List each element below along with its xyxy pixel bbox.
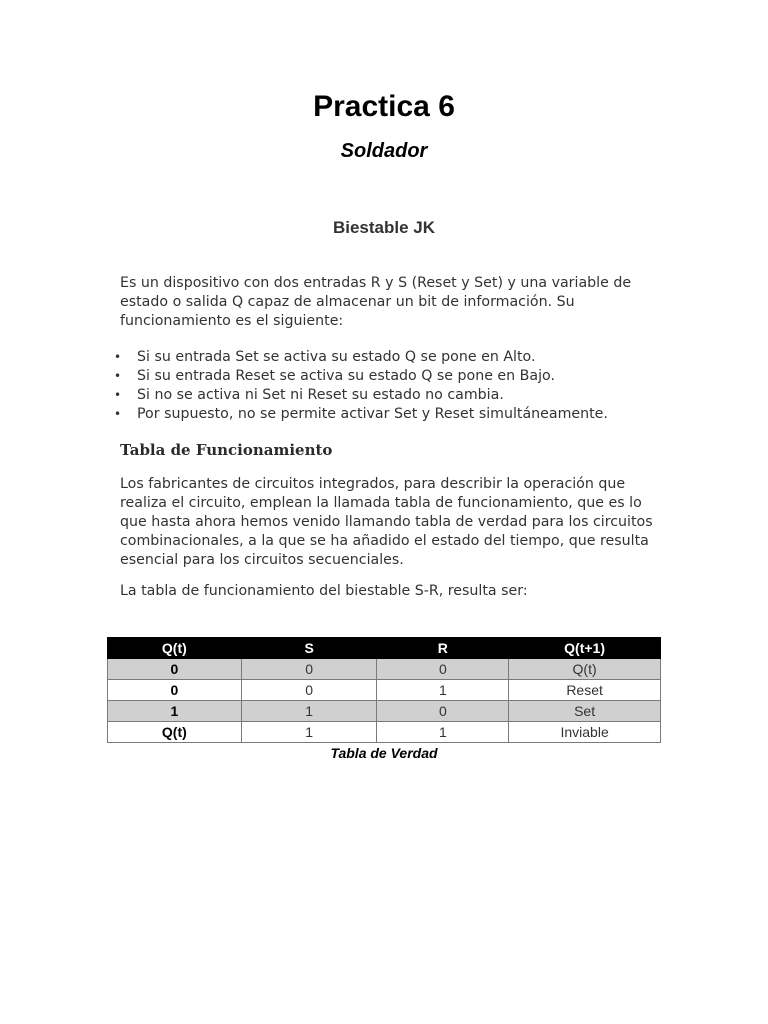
- bullet-icon: •: [114, 369, 122, 383]
- table-cell: 1: [377, 680, 509, 701]
- column-header: Q(t+1): [509, 638, 661, 659]
- table-cell: Q(t): [509, 659, 661, 680]
- list-item: [114, 367, 674, 386]
- table-cell: 0: [377, 659, 509, 680]
- subheading-tabla-funcionamiento: Tabla de Funcionamiento: [120, 441, 333, 459]
- table-cell: Inviable: [509, 722, 661, 743]
- table-header-row: [108, 638, 661, 659]
- table-cell: 1: [108, 701, 242, 722]
- table-cell: 1: [241, 722, 377, 743]
- table-caption: Tabla de Verdad: [330, 745, 438, 761]
- behavior-list: [114, 348, 674, 424]
- intro-paragraph: Es un dispositivo con dos entradas R y S (Reset y Set) y una variable de estado o salida Q capaz de almacenar un bit de información. Su funcionamiento es el siguiente:: [120, 275, 632, 329]
- list-item: [114, 386, 674, 405]
- table-cell: 1: [241, 701, 377, 722]
- table-cell: 0: [108, 680, 242, 701]
- list-item-text: Por supuesto, no se permite activar Set y Reset simultáneamente.: [137, 406, 608, 422]
- table-cell: Q(t): [108, 722, 242, 743]
- bullet-icon: •: [114, 350, 122, 364]
- page-subtitle: Soldador: [340, 140, 428, 162]
- column-header: R: [377, 638, 509, 659]
- table-cell: 0: [377, 701, 509, 722]
- table-cell: 0: [241, 659, 377, 680]
- section-title: Biestable JK: [332, 218, 436, 237]
- list-item-text: Si su entrada Set se activa su estado Q se pone en Alto.: [137, 349, 536, 365]
- truth-table: [107, 637, 661, 743]
- table-cell: Reset: [509, 680, 661, 701]
- list-item: [114, 405, 674, 424]
- table-cell: 0: [108, 659, 242, 680]
- column-header: Q(t): [108, 638, 242, 659]
- table-row: [108, 701, 661, 722]
- bullet-icon: •: [114, 388, 122, 402]
- table-cell: 0: [241, 680, 377, 701]
- table-cell: Set: [509, 701, 661, 722]
- manufacturers-paragraph: Los fabricantes de circuitos integrados, para describir la operación que realiza el circuito, emplean la llamada tabla de funcionamiento, que es lo que hasta ahora hemos venido llamando tabla de verdad para los circuitos combinacionales, a la que se ha añadido el estado del tiempo, que resulta esencial para los circuitos secuenciales.: [120, 476, 653, 568]
- table-row: [108, 722, 661, 743]
- column-header: S: [241, 638, 377, 659]
- table-row: [108, 680, 661, 701]
- table-intro-paragraph: La tabla de funcionamiento del biestable S-R, resulta ser:: [120, 583, 528, 599]
- list-item-text: Si no se activa ni Set ni Reset su estado no cambia.: [137, 387, 504, 403]
- bullet-icon: •: [114, 407, 122, 421]
- page-title: Practica 6: [313, 90, 455, 123]
- list-item-text: Si su entrada Reset se activa su estado Q se pone en Bajo.: [137, 368, 555, 384]
- table-cell: 1: [377, 722, 509, 743]
- table-row: [108, 659, 661, 680]
- list-item: [114, 348, 674, 367]
